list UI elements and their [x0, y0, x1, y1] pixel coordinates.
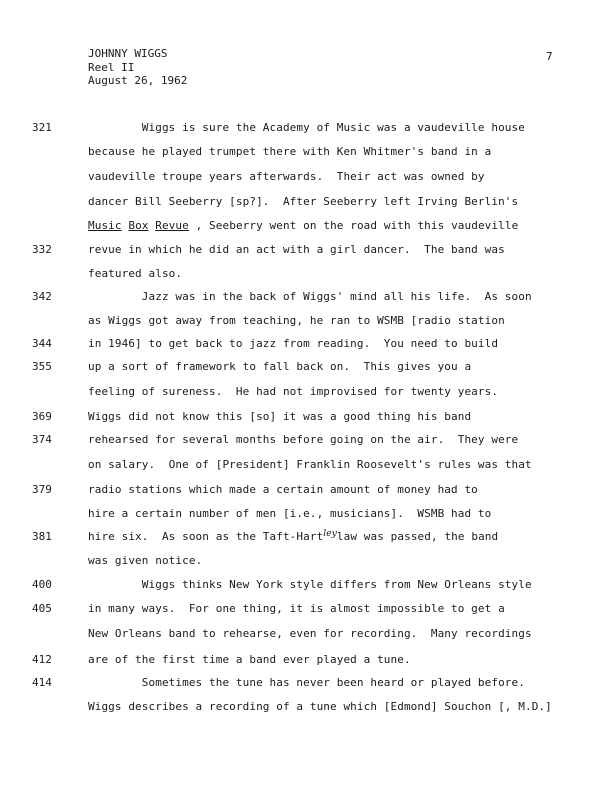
text-line-start: hire six. As soon as the Taft-Hart: [88, 530, 324, 543]
text-line: in 1946] to get back to jazz from reading. You need to build: [88, 337, 499, 350]
margin-number: 344: [32, 337, 52, 350]
margin-number: 414: [32, 676, 52, 689]
text-line: hire a certain number of men [i.e., musicians]. WSMB had to: [88, 507, 492, 520]
text-line: was given notice.: [88, 554, 203, 567]
text-line: because he played trumpet there with Ken Whitmer's band in a: [88, 145, 492, 158]
margin-number: 332: [32, 243, 52, 256]
text-line: Jazz was in the back of Wiggs' mind all his life. As soon: [88, 290, 532, 303]
text-line: as Wiggs got away from teaching, he ran to WSMB [radio station: [88, 314, 505, 327]
text-line: radio stations which made a certain amount of money had to: [88, 483, 478, 496]
margin-number: 321: [32, 121, 52, 134]
text-line-rest: , Seeberry went on the road with this vaudeville: [188, 219, 519, 232]
text-line: New Orleans band to rehearse, even for recording. Many recordings: [88, 627, 532, 640]
text-line: [88, 530, 498, 543]
interviewee-name: JOHNNY WIGGS: [88, 47, 168, 60]
margin-number: 412: [32, 653, 52, 666]
page-number: 7: [546, 50, 553, 63]
document-header: [88, 47, 187, 88]
margin-number: 381: [32, 530, 52, 543]
text-line-rest: law was passed, the band: [336, 530, 499, 543]
text-line: featured also.: [88, 267, 183, 280]
text-line: dancer Bill Seeberry [sp?]. After Seeberry left Irving Berlin's: [88, 195, 519, 208]
show-title-word: Box: [128, 219, 149, 232]
text-line: vaudeville troupe years afterwards. Their act was owned by: [88, 170, 485, 183]
text-line: on salary. One of [President] Franklin Roosevelt's rules was that: [88, 458, 532, 471]
interview-date: August 26, 1962: [88, 74, 188, 87]
text-line: Wiggs thinks New York style differs from New Orleans style: [88, 578, 532, 591]
margin-number: 405: [32, 602, 52, 615]
text-line: revue in which he did an act with a girl dancer. The band was: [88, 243, 505, 256]
text-line: feeling of sureness. He had not improvised for twenty years.: [88, 385, 499, 398]
text-line: in many ways. For one thing, it is almost impossible to get a: [88, 602, 505, 615]
text-line: Wiggs describes a recording of a tune which [Edmond] Souchon [, M.D.]: [88, 700, 552, 713]
margin-number: 374: [32, 433, 52, 446]
text-line: Wiggs is sure the Academy of Music was a vaudeville house: [88, 121, 525, 134]
margin-number: 355: [32, 360, 52, 373]
text-line: up a sort of framework to fall back on. This gives you a: [88, 360, 472, 373]
margin-number: 379: [32, 483, 52, 496]
text-line: Sometimes the tune has never been heard or played before.: [88, 676, 525, 689]
handwritten-correction: ley: [323, 529, 337, 539]
show-title-word: Revue: [155, 219, 189, 232]
text-line: rehearsed for several months before going on the air. They were: [88, 433, 519, 446]
text-line: are of the first time a band ever played a tune.: [88, 653, 411, 666]
text-line: Wiggs did not know this [so] it was a good thing his band: [88, 410, 472, 423]
margin-number: 400: [32, 578, 52, 591]
margin-number: 369: [32, 410, 52, 423]
show-title-word: Music: [88, 219, 122, 232]
reel-label: Reel II: [88, 60, 135, 74]
margin-number: 342: [32, 290, 52, 303]
text-line: [88, 219, 518, 232]
